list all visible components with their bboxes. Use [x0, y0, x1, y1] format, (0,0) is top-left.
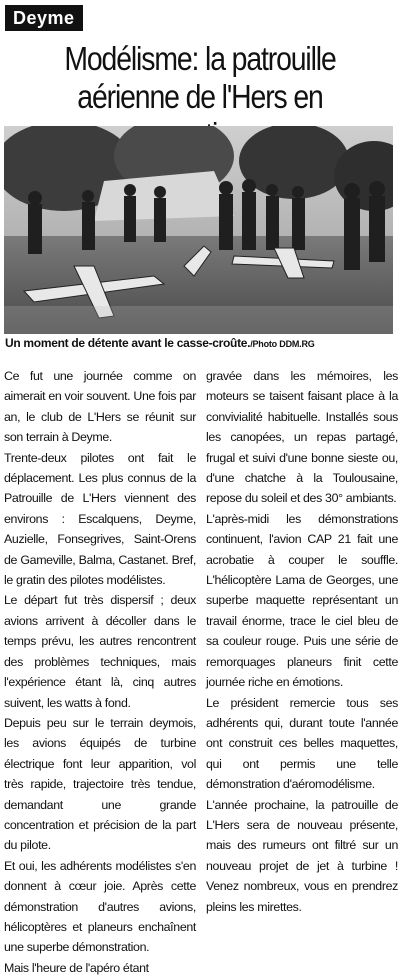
article-paragraph: gravée dans les mémoires, les moteurs se taisent faisant place à la convivialité habituelle. Installés sous les canopées, un repas partagé, frugal et suivi d'une bonne sieste ou, d'une chatche à la Toulousaine, repose du soleil et des 30° ambiants.: [206, 369, 398, 506]
article-paragraph: L'année prochaine, la patrouille de L'Hers sera de nouveau présente, mais des rumeurs ont filtré sur un nouveau projet de jet à turbine ! Venez nombreux, vous en prendrez pleins les mirettes.: [206, 797, 398, 914]
article-paragraph: Ce fut une journée comme on aimerait en voir souvent. Une fois par an, le club de L'Hers se réunit sur son terrain à Deyme.: [4, 369, 196, 445]
article-paragraph: Depuis peu sur le terrain deymois, les avions équipés de turbine électrique font leur apparition, vol très rapide, trajectoire très tendue, demandant une grande concentration et précision de la part du pilote.: [4, 715, 196, 853]
article-photo: [4, 126, 393, 334]
caption-text: Un moment de détente avant le casse-croûte.: [5, 336, 251, 350]
article-column-left: [4, 366, 196, 978]
article-paragraph: Mais l'heure de l'apéro étant: [4, 960, 149, 975]
article-paragraph: Le départ fut très dispersif ; deux avions arrivent à décoller dans le temps prévu, les autres rencontrent des problèmes techniques, mais l'expérience étant là, cinq autres suivent, les watts à fond.: [4, 593, 196, 710]
article-paragraph: Et oui, les adhérents modélistes s'en donnent à cœur joie. Après cette démonstration d'autres avions, hélicoptères et planeurs enchaînent une superbe démonstration.: [4, 858, 196, 955]
photo-caption: [5, 336, 400, 352]
article-paragraph: Trente-deux pilotes ont fait le déplacement. Les plus connus de la Patrouille de L'Hers viennent des environs : Escalquens, Deyme, Auzielle, Fonsegrives, Saint-Orens de Gameville, Balma, Castanet. Bref, le gratin des pilotes modélistes.: [4, 450, 196, 588]
article-headline: Modélisme: la patrouille aérienne de l'Hers en: [64, 40, 336, 115]
article-column-right: [206, 366, 398, 917]
article-paragraph: L'après-midi les démonstrations continuent, l'avion CAP 21 fait une acrobatie à couper le souffle. L'hélicoptère Lama de Georges, une superbe maquette représentant un travail énorme, trace le ciel bleu de sa couleur rouge. Puis une série de remorquages planeurs finit cette journée riche en émotions.: [206, 511, 398, 690]
article-paragraph: Le président remercie tous ses adhérents qui, durant toute l'année ont construit ces belles maquettes, qui ont permis une telle démonstration d'aéromodélisme.: [206, 695, 398, 792]
section-label: Deyme: [5, 5, 83, 31]
photo-credit: /Photo DDM.RG: [250, 339, 315, 349]
